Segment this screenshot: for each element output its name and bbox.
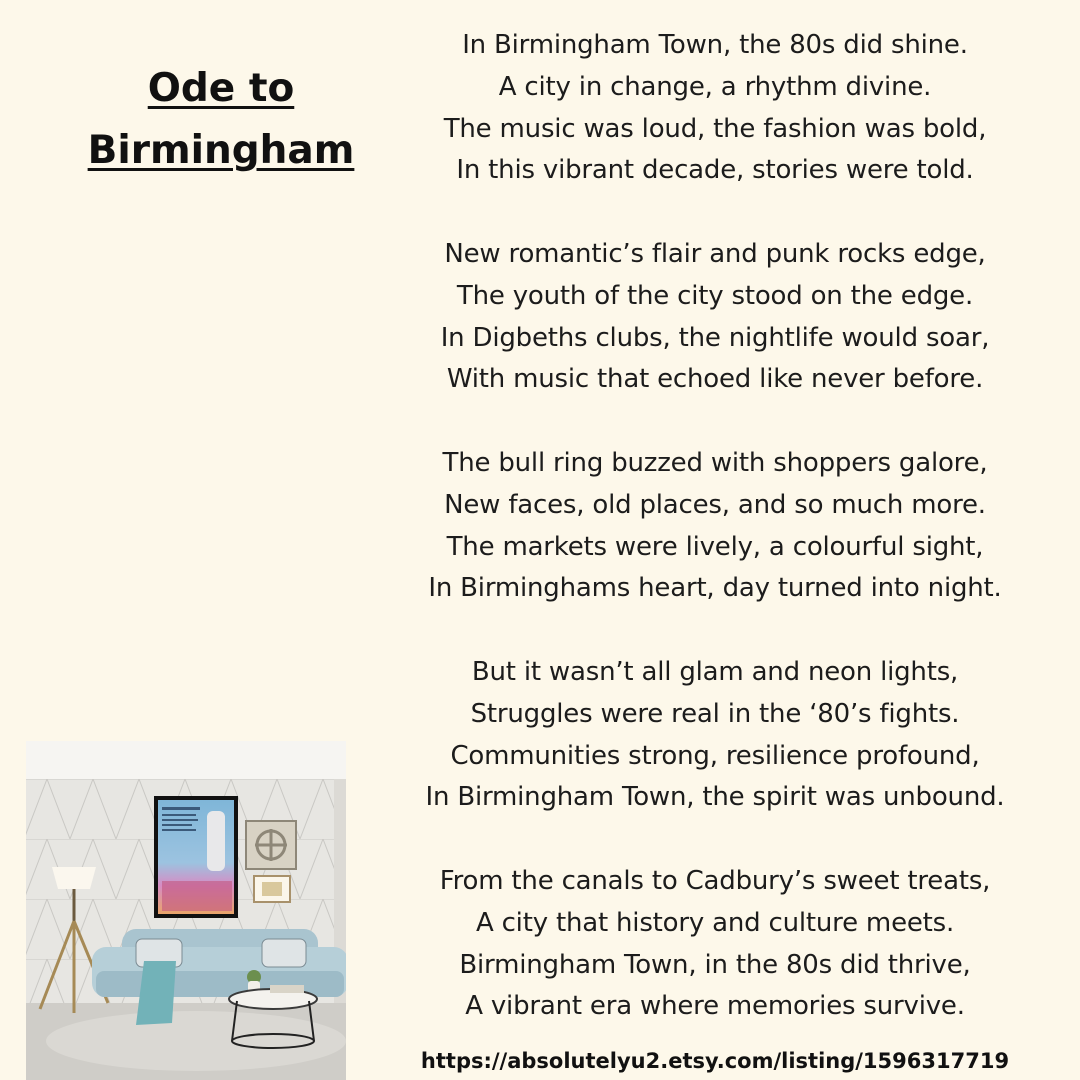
etsy-listing-link[interactable]: https://absolutelyu2.etsy.com/listing/1596317719 [420, 1049, 1010, 1073]
room-mockup-image [26, 741, 346, 1080]
poem-line: A city in change, a rhythm divine. [498, 71, 932, 102]
poem-stanza-5 [385, 861, 1045, 1028]
poem-line: In this vibrant decade, stories were told. [456, 155, 974, 186]
poem-line: From the canals to Cadbury’s sweet treats, [439, 865, 991, 896]
poem-line: The music was loud, the fashion was bold, [443, 113, 987, 144]
poem-line: Communities strong, resilience profound, [450, 740, 980, 771]
title-line-2: Birmingham [87, 128, 355, 173]
poem-stanza-2 [385, 234, 1045, 401]
poem-line: But it wasn’t all glam and neon lights, [471, 656, 959, 687]
poem-line: A city that history and culture meets. [475, 907, 955, 938]
poem [385, 25, 1045, 1070]
poem-line: With music that echoed like never before. [446, 364, 984, 395]
poem-line: Struggles were real in the ‘80’s fights. [470, 698, 960, 729]
poem-line: Birmingham Town, in the 80s did thrive, [459, 949, 971, 980]
poem-line: In Birmingham Town, the 80s did shine. [462, 30, 968, 60]
poem-stanza-1 [385, 25, 1045, 192]
poem-line: New faces, old places, and so much more. [444, 489, 986, 520]
title-line-1: Ode to [147, 66, 295, 111]
poem-stanza-3 [385, 443, 1045, 610]
poem-line: In Digbeths clubs, the nightlife would soar, [440, 322, 990, 353]
poem-line: In Birmingham Town, the spirit was unbound. [425, 782, 1005, 813]
poem-line: The youth of the city stood on the edge. [456, 280, 974, 311]
poem-stanza-4 [385, 652, 1045, 819]
poem-line: The markets were lively, a colourful sight, [446, 531, 984, 562]
page-title [60, 58, 382, 182]
poem-line: A vibrant era where memories survive. [465, 991, 965, 1022]
poem-line: New romantic’s flair and punk rocks edge, [444, 238, 986, 269]
poem-line: The bull ring buzzed with shoppers galore, [442, 447, 988, 478]
poem-line: In Birminghams heart, day turned into night. [428, 573, 1002, 604]
